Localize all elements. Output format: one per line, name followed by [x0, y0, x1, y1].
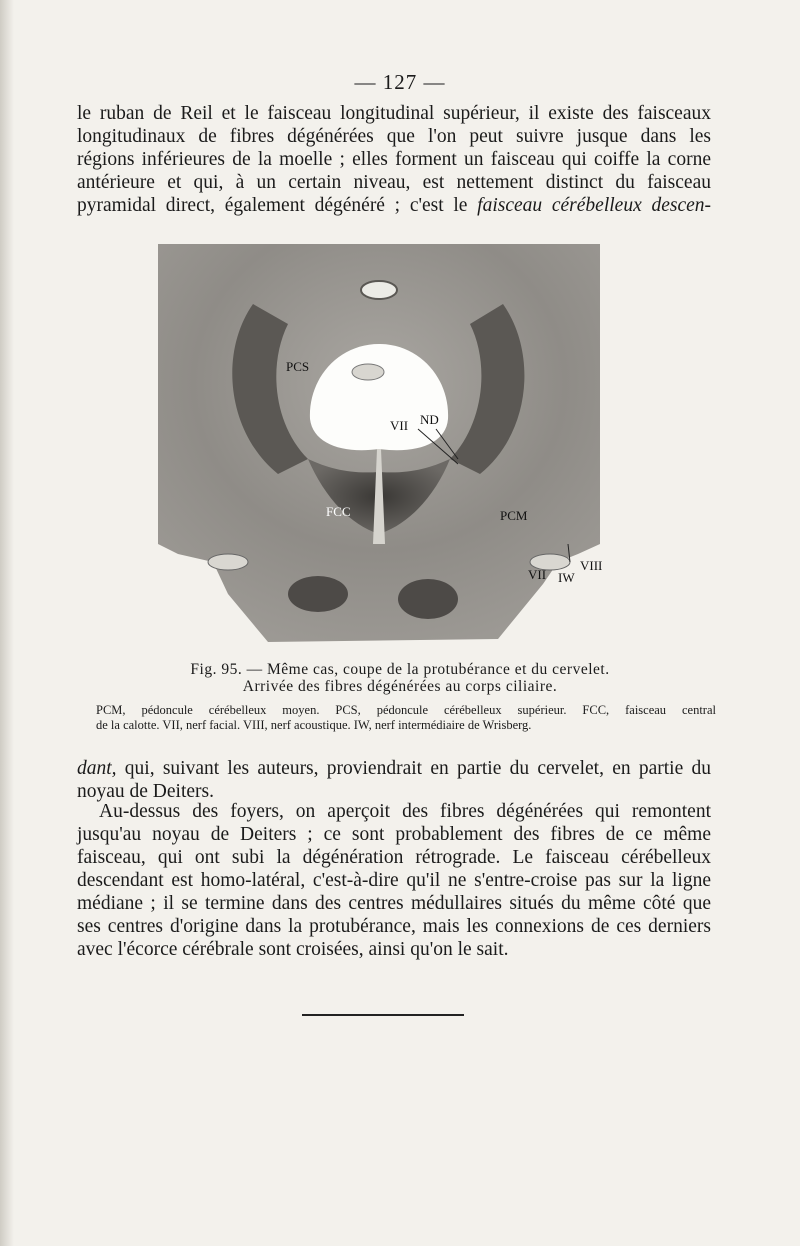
legend-line: PCM, pédoncule cérébelleux moyen. PCS, pédoncule cérébelleux supérieur. FCC, faisceau central [96, 703, 716, 717]
page-spine-shadow [0, 0, 14, 1246]
label-fcc: FCC [326, 504, 351, 519]
brain-section-illustration [158, 244, 603, 646]
italic-term: faisceau cérébelleux descen- [477, 195, 711, 216]
pyramidal-patch-left [288, 576, 348, 612]
text-line: faisceau, qui ont subi la dégénération rétrograde. Le faisceau cérébelleux [77, 847, 711, 868]
text-line [77, 194, 711, 217]
label-pcm: PCM [500, 508, 528, 523]
pyramidal-patch-right [398, 579, 458, 619]
text-line: descendant est homo-latéral, c'est-à-dire qu'il ne s'entre-croise pas sur la ligne [77, 870, 711, 891]
page-number: — 127 — [354, 70, 446, 94]
paragraph-3 [77, 800, 711, 961]
text-line: le ruban de Reil et le faisceau longitudinal supérieur, il existe des faisceaux [77, 103, 711, 124]
legend-line: de la calotte. VII, nerf facial. VIII, nerf acoustique. IW, nerf intermédiaire de Wrisberg. [96, 718, 532, 732]
label-vii-bottom: VII [528, 567, 547, 582]
figure-legend [96, 703, 716, 733]
text-line: avec l'écorce cérébrale sont croisées, ainsi qu'on le sait. [77, 939, 509, 960]
text-line: ses centres d'origine dans la protubérance, mais les connexions de ces derniers [77, 916, 711, 937]
text-line: médiane ; il se termine dans des centres médullaires situés du même côté que [77, 893, 711, 914]
text-line: régions inférieures de la moelle ; elles forment un faisceau qui coiffe la corne [77, 149, 711, 170]
label-pcs: PCS [286, 359, 310, 374]
italic-term: dant, [77, 758, 117, 779]
text-line [77, 757, 711, 780]
section-divider-rule [302, 1014, 464, 1016]
text-line: Au-dessus des foyers, on aperçoit des fibres dégénérées qui remontent [99, 801, 711, 822]
label-viii: VIII [580, 558, 603, 573]
central-oval [352, 364, 384, 380]
anatomical-figure [158, 244, 603, 646]
paragraph-1 [77, 102, 711, 217]
text-line: antérieure et qui, à un certain niveau, est nettement distinct du faisceau [77, 172, 711, 193]
aqueduct-oval [361, 281, 397, 299]
label-nd: ND [420, 412, 439, 427]
text-segment: qui, suivant les auteurs, proviendrait en partie du cervelet, en partie du [116, 758, 711, 779]
figure-caption-line-2: Arrivée des fibres dégénérées au corps ciliaire. [242, 678, 558, 695]
text-line: noyau de Deiters. [77, 781, 214, 802]
label-iw: IW [558, 570, 575, 585]
label-vii-top: VII [390, 418, 409, 433]
text-segment: pyramidal direct, également dégénéré ; c'est le [77, 195, 478, 216]
paragraph-2 [77, 757, 711, 803]
text-line: longitudinaux de fibres dégénérées que l'on peut suivre jusque dans les [77, 126, 711, 147]
figure-caption-line-1: Fig. 95. — Même cas, coupe de la protubérance et du cervelet. [190, 661, 610, 678]
nerve-root-left [208, 554, 248, 570]
text-line: jusqu'au noyau de Deiters ; ce sont probablement des fibres de ce même [77, 824, 711, 845]
